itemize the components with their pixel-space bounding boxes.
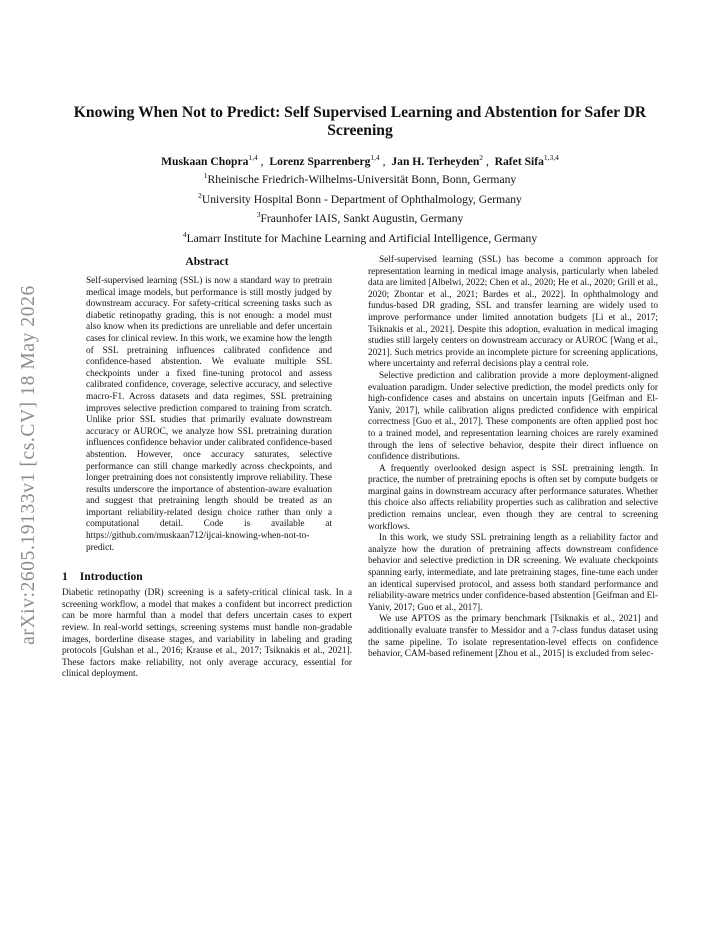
author-name: Muskaan Chopra (161, 154, 249, 168)
abstract-text: Self-supervised learning (SSL) is now a standard way to pretrain medical image models, but performance is still mostly judged by downstream accuracy. For safety-critical screening tasks such as diabetic retinopathy grading, this is not enough: a model must also know when its predictions are unreliable and defer uncertain cases for clinical review. In this work, we examine how the length of SSL pretraining influences calibrated confidence and confidence-based abstention. We evaluate multiple SSL checkpoints under a fixed fine-tuning protocol and assess calibrated confidence, coverage, selective accuracy, and selective macro-F1. Across datasets and data regimes, SSL pretraining improves selective prediction compared to training from scratch. Unlike prior SSL studies that primarily evaluate downstream accuracy or AUROC, we analyze how SSL pretraining duration influences confidence behavior under calibrated confidence-based abstention. However, once accuracy saturates, selective performance can still change markedly across checkpoints, and longer pretraining does not consistently improve reliability. These results underscore the importance of abstention-aware evaluation and suggest that pretraining length should be treated as an important reliability-related design choice rather than only a computational detail. Code is available at https://github.com/muskaan712/ijcai-knowing-when-not-to-predict. (86, 276, 332, 553)
body-paragraph: A frequently overlooked design aspect is SSL pretraining length. In practice, the number of pretraining epochs is often set by compute budgets or marginal gains in downstream accuracy after performance saturates. Whether this choice also affects reliability properties such as calibration and selective prediction remains unclear, even though they are central to screening workflows. (368, 463, 658, 532)
author-name: Jan H. Terheyden (391, 154, 480, 168)
affiliation-item: $^3$Fraunhofer IAIS, Sankt Augustin, Germany (256, 210, 464, 226)
affiliation-item: $^4$Lamarr Institute for Machine Learning and Artificial Intelligence, Germany (182, 229, 538, 245)
author-name: Rafet Sifa (494, 154, 544, 168)
section-heading (62, 570, 352, 583)
affiliation-item: $^1$Rheinische Friedrich-Wilhelms-Universität Bonn, Bonn, Germany (203, 171, 517, 186)
body-paragraph: Self-supervised learning (SSL) has become a common approach for representation learning in medical image analysis, particularly when labeled data are limited [Albelwi, 2022; Chen et al., 2020; He et al., 2020; Grill et al., 2020; Zbontar et al., 2021; Bardes et al., 2022]. In ophthalmology and fundus-based DR grading, SSL and transfer learning are widely used to improve performance under limited annotation budgets [Li et al., 2017; Tsiknakis et al., 2021]. Despite this adoption, evaluation in medical imaging studies still largely centers on downstream accuracy or AUROC [Wang et al., 2021]. Such metrics provide an incomplete picture for screening applications, where uncertainty and referral decisions play a central role. (368, 255, 658, 370)
affiliation-list (62, 168, 658, 247)
author-affiliation-marker: 2 (479, 153, 484, 162)
left-column (62, 255, 352, 681)
author-affiliation-marker: 1,3,4 (543, 153, 559, 162)
body-paragraph: Selective prediction and calibration provide a more deployment-aligned evaluation paradigm. Under selective prediction, the model predicts only for high-confidence cases and abstains on uncertain inputs [Geifman and El-Yaniv, 2017], while calibration aligns predicted confidence with empirical correctness [Guo et al., 2017]. These components are often applied post hoc to a trained model, and representation learning choices are rarely examined through the lens of selective behavior, despite their direct influence on confidence distributions. (368, 370, 658, 463)
section-number: 1 (62, 570, 68, 584)
arxiv-sidebar (14, 255, 44, 675)
right-column (368, 255, 658, 661)
author-affiliation-marker: 1,4 (248, 153, 258, 162)
body-paragraph: Diabetic retinopathy (DR) screening is a safety-critical clinical task. In a screening workflow, a model that makes a confident but incorrect prediction can be more harmful than a model that defers uncertain cases to expert review. In real-world settings, screening systems must handle non-gradable images, borderline disease stages, and variability in labeling and grading protocols [Gulshan et al., 2016; Krause et al., 2017; Tsiknakis et al., 2021]. These factors make reliability, not only average accuracy, essential for clinical deployment. (62, 588, 352, 680)
body-paragraph: We use APTOS as the primary benchmark [Tsiknakis et al., 2021] and additionally evaluate transfer to Messidor and a 7-class fundus dataset using the same pipeline. To isolate representation-level effects on confidence behavior, CAM-based refinement [Zhou et al., 2015] is excluded from selec- (368, 614, 658, 660)
body-paragraph: In this work, we study SSL pretraining length as a reliability factor and analyze how the duration of pretraining affects downstream confidence behavior and selective prediction in DR screening. We evaluate checkpoints spanning early, intermediate, and late pretraining stages, fine-tune each under an identical supervised protocol, and assess both standard performance and reliability-aware metrics under confidence-based abstention [Geifman and El-Yaniv, 2017; Guo et al., 2017]. (368, 533, 658, 613)
author-affiliation-marker: 1,4 (370, 153, 380, 162)
abstract-heading: Abstract (185, 255, 229, 268)
arxiv-identifier: arXiv:2605.19133v1 [cs.CV] 18 May 2026 (18, 285, 39, 645)
affiliation-item: $^2$University Hospital Bonn - Department of Ophthalmology, Germany (198, 190, 522, 206)
author-name: Lorenz Sparrenberg (269, 154, 371, 168)
paper-title: Knowing When Not to Predict: Self Supervised Learning and Abstention for Safer DR Screening (73, 104, 647, 139)
author-line: Muskaan Chopra$^{1,4}$ , Lorenz Sparrenberg$^{1,4}$ , Jan H. Terheyden$^2$ , Rafet Sifa$^{1,3,4}$ (161, 153, 559, 168)
section-title: Introduction (79, 570, 143, 584)
